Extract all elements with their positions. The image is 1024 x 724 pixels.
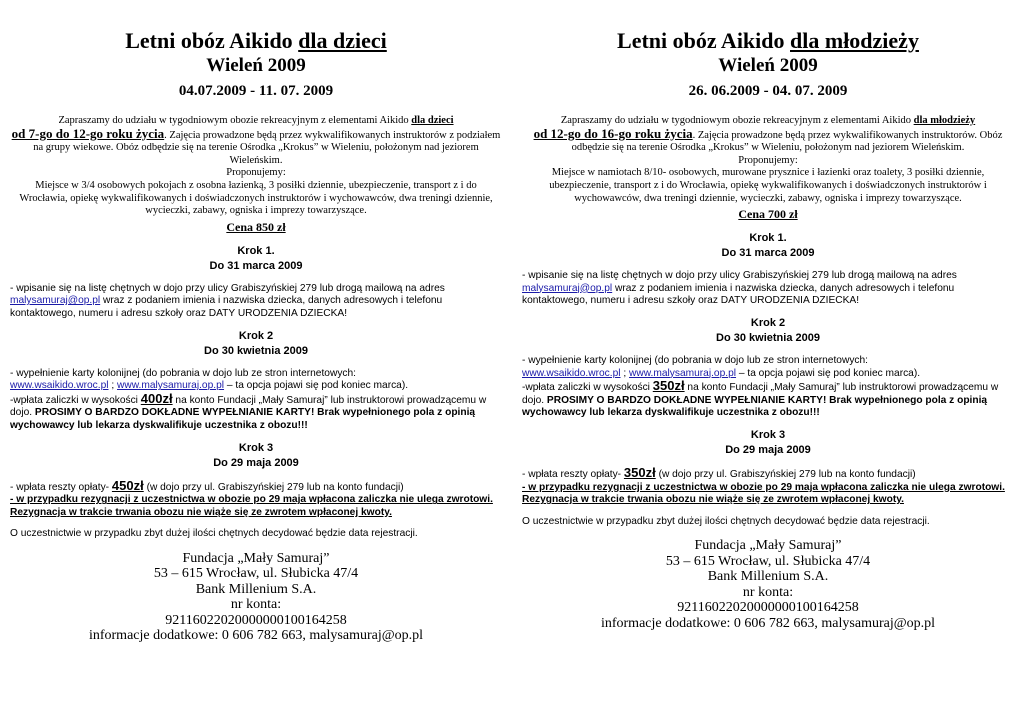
foundation-address: 53 – 615 Wrocław, ul. Słubicka 47/4: [153, 566, 359, 582]
account-label: nr konta:: [742, 584, 794, 600]
flyer-kids: [10, 0, 502, 644]
step1-text-a: - wpisanie się na listę chętnych w dojo przy ulicy Grabiszyńskiej 279 lub drogą mailową na adres: [522, 270, 957, 282]
bank-name: Bank Millenium S.A.: [195, 581, 317, 597]
step2-heading: [10, 329, 502, 359]
flyer-youth: [522, 0, 1014, 631]
step3-text-b: (w dojo przy ul. Grabiszyńskiej 279 lub na konto fundacji): [143, 482, 404, 493]
intro-offer: Miejsce w namiotach 8/10- osobowych, murowane prysznice i łazienki oraz toalety, 3 posiłki dziennie, ubezpieczenie, transport z i do Wrocławia, opiekę wykwalifikowanych i doświadczonych instruktorów i wychowawców, dwa treningi dziennie, wycieczki, zabawy, ogniska i imprezy towarzyszące.: [549, 167, 987, 204]
step3-text-a: - wpłata reszty opłaty-: [522, 469, 624, 481]
step2-text-c: -wpłata zaliczki w wysokości: [10, 394, 141, 406]
flyer-dates: 04.07.2009 - 11. 07. 2009: [178, 83, 334, 99]
step1-heading: [522, 231, 1014, 261]
contact-info: informacje dodatkowe: 0 606 782 663, malysamuraj@op.pl: [88, 628, 424, 644]
intro-age: od 12-go do 16-go roku życia: [533, 125, 693, 141]
step1-text-b: wraz z podaniem imienia i nazwiska dziecka, danych adresowych i telefonu kontaktowego, numeru i adresu szkoły oraz DATY URODZENIA DZIECKA!: [10, 295, 443, 319]
step3-heading: [522, 428, 1014, 458]
price: Cena 850 zł: [226, 219, 286, 234]
step1-date: Do 31 marca 2009: [209, 259, 303, 272]
registration-note: O uczestnictwie w przypadku zbyt dużej ilości chętnych decydować będzie data rejestracji.: [10, 528, 418, 540]
account-label: nr konta:: [230, 597, 282, 613]
link-separator: ;: [108, 380, 118, 392]
website-link-2[interactable]: www.malysamuraj.op.pl: [117, 380, 225, 392]
step3-text: [522, 467, 1014, 506]
website-link-1[interactable]: www.wsaikido.wroc.pl: [522, 367, 621, 379]
step2-date: Do 30 kwietnia 2009: [204, 344, 308, 357]
step1-heading: [10, 244, 502, 274]
account-number: 92116022020000000100164258: [165, 612, 347, 628]
foundation-footer: [10, 551, 502, 644]
step3-warning: - w przypadku rezygnacji z uczestnictwa w obozie po 29 maja wpłacona zaliczka nie ulega zwrotowi. Rezygnacja w trakcie trwania obozu nie wiąże się ze zwrotem wpłaconej kwoty.: [522, 481, 1005, 506]
intro-audience: dla młodzieży: [913, 115, 976, 126]
intro-age: od 7-go do 12-go roku życia: [11, 125, 165, 141]
bank-name: Bank Millenium S.A.: [707, 569, 829, 585]
balance-amount: 350zł: [623, 465, 656, 481]
title-text: Letni obóz Aikido: [617, 28, 791, 53]
step2-text: [10, 368, 502, 432]
step3-warning: - w przypadku rezygnacji z uczestnictwa w obozie po 29 maja wpłacona zaliczka nie ulega zwrotowi. Rezygnacja w trakcie trwania obozu nie wiąże się ze zwrotem wpłaconej kwoty.: [10, 494, 493, 518]
intro-paragraph: [522, 115, 1014, 205]
intro-text-2: . Zajęcia prowadzone będą przez wykwalifikowanych instruktorów z podziałem na grupy wiekowe. Obóz odbędzie się na terenie Ośrodka „Krokus” w Wieleniu, położonym nad jeziorem Wieleńskim.: [33, 129, 501, 166]
step2-text-a: - wypełnienie karty kolonijnej (do pobrania w dojo lub ze stron internetowych:: [10, 367, 356, 379]
intro-paragraph: [10, 115, 502, 218]
title-audience: dla młodzieży: [790, 28, 919, 53]
link-separator: ;: [620, 367, 630, 379]
intro-offer: Miejsce w 3/4 osobowych pokojach z osobna łazienką, 3 posiłki dziennie, ubezpieczenie, transport z i do Wrocławia, opiekę wykwalifikowanych i doświadczonych instruktorów i wychowawców, dwa treningi dziennie, wycieczki, zabawy, ogniska i imprezy towarzyszące.: [19, 179, 493, 217]
contact-info: informacje dodatkowe: 0 606 782 663, malysamuraj@op.pl: [600, 615, 936, 631]
step2-title: Krok 2: [750, 317, 786, 330]
step2-text-d: na konto Fundacji „Mały Samuraj” lub instruktorowi prowadzącemu w dojo.: [10, 394, 487, 419]
registration-note: O uczestnictwie w przypadku zbyt dużej ilości chętnych decydować będzie data rejestracji.: [522, 515, 930, 527]
foundation-address: 53 – 615 Wrocław, ul. Słubicka 47/4: [665, 553, 871, 569]
title-text: Letni obóz Aikido: [125, 28, 299, 53]
foundation-name: Fundacja „Mały Samuraj”: [182, 550, 330, 566]
balance-amount: 450zł: [111, 478, 144, 493]
flyer-subtitle: Wieleń 2009: [718, 55, 818, 76]
step3-title: Krok 3: [238, 442, 274, 454]
step2-text: [522, 355, 1014, 419]
intro-text-2: . Zajęcia prowadzone będą przez wykwalifikowanych instruktorów. Obóz odbędzie się na terenie Ośrodka „Krokus” w Wieleniu, położonym nad jeziorem Wieleńskim.: [571, 129, 1003, 154]
step2-date: Do 30 kwietnia 2009: [716, 332, 820, 345]
intro-offer-label: Proponujemy:: [738, 154, 798, 166]
step2-warning: PROSIMY O BARDZO DOKŁADNE WYPEŁNIANIE KARTY! Brak wypełnionego pola z opinią wychowawcy lub lekarza dyskwalifikuje uczestnika z obozu!!!: [10, 407, 476, 431]
intro-audience: dla dzieci: [411, 115, 454, 126]
step2-heading: [522, 316, 1014, 346]
website-link-2[interactable]: www.malysamuraj.op.pl: [629, 367, 737, 379]
step1-text: [10, 283, 502, 320]
step3-date: Do 29 maja 2009: [213, 457, 299, 469]
step2-text-b: – ta opcja pojawi się pod koniec marca).: [224, 380, 409, 392]
step1-text-a: - wpisanie się na listę chętnych w dojo przy ulicy Grabiszyńskiej 279 lub drogą mailową na adres: [10, 282, 445, 294]
step1-title: Krok 1.: [749, 232, 787, 245]
website-link-1[interactable]: www.wsaikido.wroc.pl: [10, 380, 109, 392]
flyer-dates: 26. 06.2009 - 04. 07. 2009: [688, 83, 848, 99]
flyer-title: [10, 28, 502, 54]
price: Cena 700 zł: [738, 207, 798, 222]
intro-offer-label: Proponujemy:: [226, 167, 286, 179]
step1-title: Krok 1.: [237, 244, 275, 257]
step2-text-a: - wypełnienie karty kolonijnej (do pobrania w dojo lub ze stron internetowych:: [522, 355, 868, 367]
title-audience: dla dzieci: [298, 28, 387, 53]
deposit-amount: 400zł: [140, 390, 173, 406]
step2-text-d: na konto Fundacji „Mały Samuraj” lub instruktorowi prowadzącemu w dojo.: [522, 382, 999, 406]
step3-text-a: - wpłata reszty opłaty-: [10, 482, 112, 493]
step2-text-c: -wpłata zaliczki w wysokości: [522, 382, 653, 394]
intro-text: Zapraszamy do udziału w tygodniowym obozie rekreacyjnym z elementami Aikido: [560, 115, 914, 126]
email-link[interactable]: malysamuraj@op.pl: [10, 295, 101, 307]
step2-title: Krok 2: [238, 329, 274, 342]
step1-text-b: wraz z podaniem imienia i nazwiska dziecka, danych adresowych i telefonu kontaktowego, numeru i adresu szkoły oraz DATY URODZENIA DZIECKA!: [522, 282, 955, 306]
account-number: 92116022020000000100164258: [677, 600, 859, 616]
email-link[interactable]: malysamuraj@op.pl: [522, 282, 613, 294]
foundation-footer: [522, 538, 1014, 631]
step1-text: [522, 270, 1014, 307]
flyer-subtitle: Wieleń 2009: [206, 55, 306, 76]
step2-text-b: – ta opcja pojawi się pod koniec marca).: [736, 367, 921, 379]
step3-text-b: (w dojo przy ul. Grabiszyńskiej 279 lub na konto fundacji): [655, 469, 916, 481]
foundation-name: Fundacja „Mały Samuraj”: [694, 538, 842, 554]
step2-warning: PROSIMY O BARDZO DOKŁADNE WYPEŁNIANIE KARTY! Brak wypełnionego pola z opinią wychowawcy lub lekarza dyskwalifikuje uczestnika z obozu!!!: [522, 394, 988, 418]
step3-date: Do 29 maja 2009: [725, 444, 811, 457]
step3-title: Krok 3: [750, 429, 786, 442]
step3-heading: [10, 441, 502, 471]
step3-text: [10, 480, 502, 519]
deposit-amount: 350zł: [652, 378, 685, 394]
flyer-title: [522, 28, 1014, 54]
intro-text: Zapraszamy do udziału w tygodniowym obozie rekreacyjnym z elementami Aikido: [58, 115, 412, 126]
step1-date: Do 31 marca 2009: [721, 247, 815, 260]
